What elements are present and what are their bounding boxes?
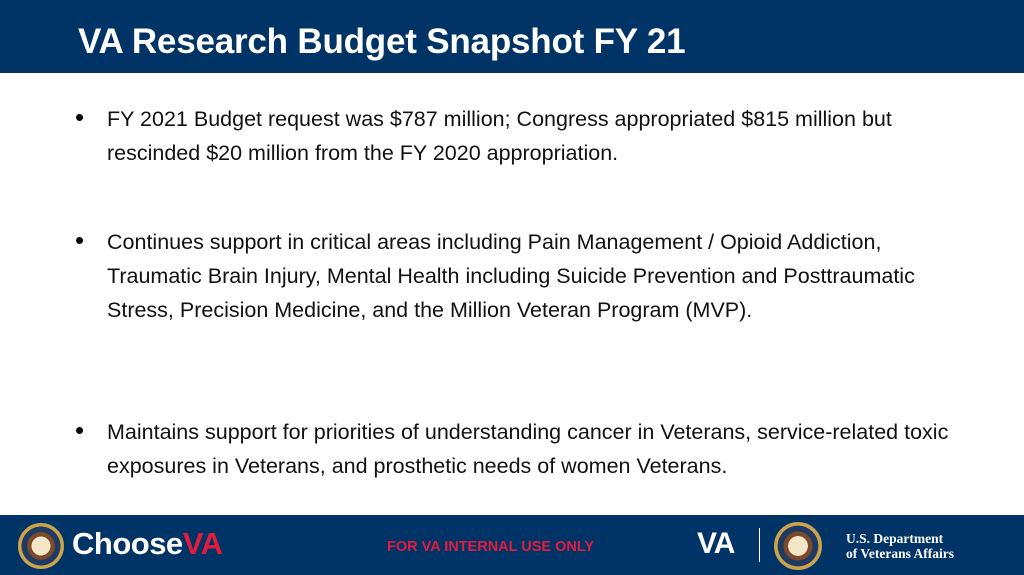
logo-divider [759,528,760,562]
bullet-item [75,102,955,170]
internal-use-notice: FOR VA INTERNAL USE ONLY [387,539,595,555]
va-logo-mark: VA [697,527,735,560]
va-seal-icon [774,522,822,570]
bullet-text: FY 2021 Budget request was $787 million; Congress appropriated $815 million but rescinded $20 million from the FY 2020 appropriation. [107,107,892,165]
bullet-item [75,415,955,483]
title-bar [0,0,1024,73]
choose-text: Choose [72,526,183,561]
bullet-dot-icon: • [75,102,85,132]
choose-va-logo [72,526,222,562]
va-seal-icon [18,523,64,569]
department-line-1: U.S. Department [846,531,944,546]
department-line-2: of Veterans Affairs [846,546,954,561]
bullet-dot-icon: • [75,415,85,445]
department-name [846,531,954,561]
footer-bar [0,515,1024,575]
bullet-dot-icon: • [75,225,85,255]
choose-va-text: VA [182,526,223,561]
bullet-text: Maintains support for priorities of understanding cancer in Veterans, service-related toxic exposures in Veterans, and prosthetic needs of women Veterans. [107,420,949,478]
slide-title: VA Research Budget Snapshot FY 21 [78,22,686,61]
bullet-text: Continues support in critical areas including Pain Management / Opioid Addiction, Traumatic Brain Injury, Mental Health including Suicide Prevention and Posttraumatic Stress, Precision Medicine, and the Million Veteran Program (MVP). [107,230,915,322]
bullet-item [75,225,955,327]
